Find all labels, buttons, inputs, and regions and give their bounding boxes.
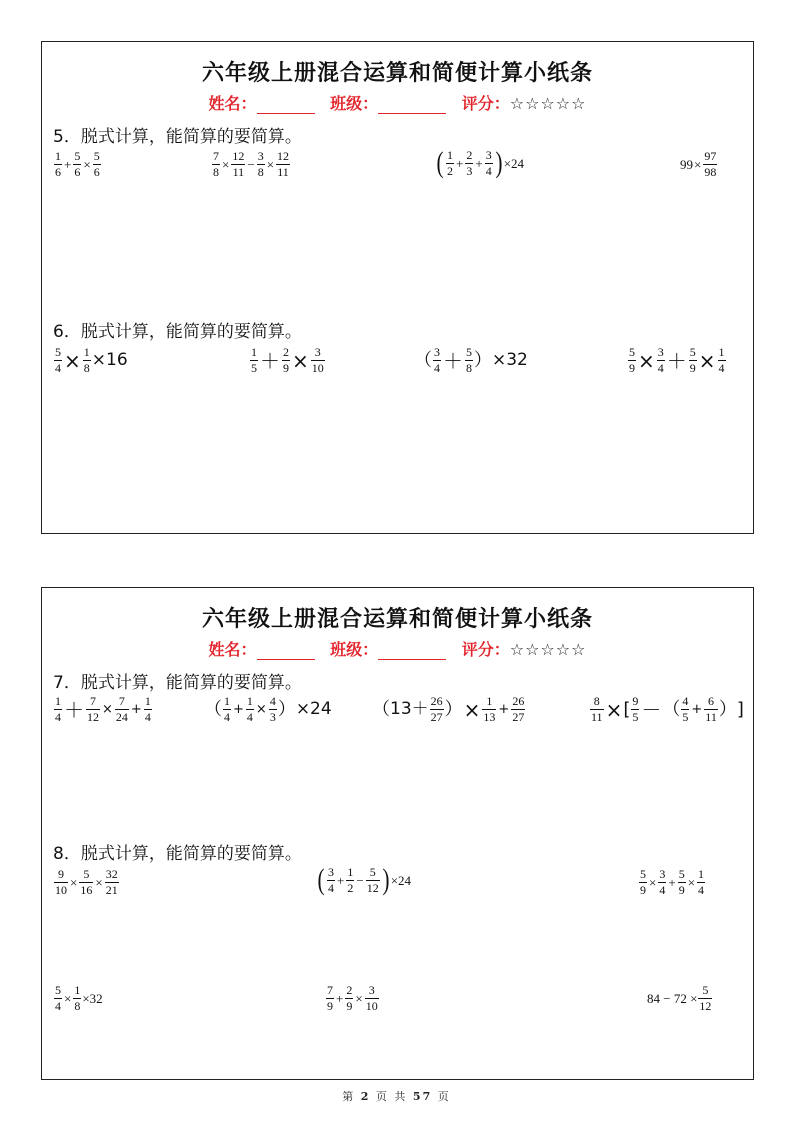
fraction: $\frac{1}{4}$ bbox=[144, 694, 151, 724]
rating-stars: ☆☆☆☆☆ bbox=[509, 640, 587, 659]
name-label: 姓名： bbox=[208, 94, 257, 113]
fraction: $\frac{3}{4}$ bbox=[434, 345, 440, 375]
total-pages: 57 bbox=[412, 1090, 433, 1103]
name-blank[interactable] bbox=[257, 98, 315, 114]
fraction: $\frac{26}{27}$ bbox=[430, 694, 443, 724]
fraction: $\frac{1}{13}$ bbox=[483, 694, 496, 724]
fraction: $\frac{7}{24}$ bbox=[115, 694, 128, 724]
fraction: $\frac{1}{6}$ bbox=[55, 149, 61, 179]
fraction: $\frac{3}{4}$ bbox=[657, 345, 664, 375]
current-page-number: 2 bbox=[360, 1090, 371, 1103]
fraction: $\frac{5}{9}$ bbox=[689, 345, 696, 375]
q6-expression-1: $\frac{5}{4}$ × $\frac{1}{8}$ ×16 bbox=[55, 345, 128, 375]
name-blank[interactable] bbox=[257, 644, 315, 660]
fraction: $\frac{1}{8}$ bbox=[74, 983, 81, 1013]
fraction: $\frac{1}{4}$ bbox=[718, 345, 725, 375]
fraction: $\frac{5}{6}$ bbox=[74, 149, 81, 179]
name-label: 姓名： bbox=[208, 640, 257, 659]
fraction: $\frac{3}{4}$ bbox=[328, 864, 334, 895]
q8-expression-6: 84 − 72 × $\frac{5}{12}$ bbox=[647, 983, 712, 1013]
q7-expression-2: （ $\frac{1}{4}$ + $\frac{1}{4}$ × $\frac{4}{3}$ ） ×24 bbox=[204, 694, 332, 724]
question-7-heading: 7．脱式计算，能简算的要简算。 bbox=[53, 673, 302, 693]
q7-expression-1: $\frac{1}{4}$ ＋ $\frac{7}{12}$ × $\frac{7}{24}$ + $\frac{1}{4}$ bbox=[55, 694, 151, 724]
fraction: $\frac{12}{11}$ bbox=[232, 149, 245, 179]
fraction: $\frac{12}{11}$ bbox=[277, 149, 290, 179]
fraction: $\frac{1}{2}$ bbox=[347, 864, 354, 895]
fraction: $\frac{2}{3}$ bbox=[466, 147, 473, 178]
q8-expression-2: ( $\frac{3}{4}$ + $\frac{1}{2}$ − $\frac{5}{12}$ ) ×24 bbox=[317, 863, 412, 896]
fraction: $\frac{7}{9}$ bbox=[327, 983, 333, 1013]
fraction: $\frac{5}{4}$ bbox=[55, 983, 61, 1013]
fraction: $\frac{1}{4}$ bbox=[246, 694, 253, 724]
fraction: $\frac{5}{9}$ bbox=[629, 345, 635, 375]
fraction: $\frac{97}{98}$ bbox=[704, 149, 717, 179]
fraction: $\frac{5}{8}$ bbox=[466, 345, 472, 375]
q6-expression-2: $\frac{1}{5}$ ＋ $\frac{2}{9}$ × $\frac{3}{10}$ bbox=[251, 345, 324, 375]
q5-expression-1: $\frac{1}{6}$ + $\frac{5}{6}$ × $\frac{5}{6}$ bbox=[55, 149, 100, 179]
class-label: 班级： bbox=[330, 94, 379, 113]
fraction: $\frac{3}{4}$ bbox=[485, 147, 492, 178]
worksheet-title: 六年级上册混合运算和简便计算小纸条 bbox=[201, 607, 593, 632]
fraction: $\frac{1}{5}$ bbox=[251, 345, 257, 375]
q5-expression-3: ( $\frac{1}{2}$ + $\frac{2}{3}$ + $\frac{3}{4}$ ) ×24 bbox=[436, 146, 525, 179]
fraction: $\frac{5}{16}$ bbox=[80, 867, 93, 897]
question-5-heading: 5．脱式计算，能简算的要简算。 bbox=[53, 127, 302, 147]
q7-expression-3: （ 13＋ $\frac{26}{27}$ ） × $\frac{1}{13}$ + $\frac{26}{27}$ bbox=[372, 694, 525, 724]
q6-expression-3: （ $\frac{3}{4}$ ＋ $\frac{5}{8}$ ） ×32 bbox=[414, 345, 528, 375]
fraction: $\frac{5}{4}$ bbox=[55, 345, 61, 375]
fraction: $\frac{4}{5}$ bbox=[682, 694, 689, 724]
fraction: $\frac{3}{4}$ bbox=[659, 867, 666, 897]
q7-expression-4: $\frac{8}{11}$ × [ $\frac{9}{5}$ － （ $\frac{4}{5}$ + $\frac{6}{11}$ ） ] bbox=[591, 694, 744, 724]
q8-expression-3: $\frac{5}{9}$ × $\frac{3}{4}$ + $\frac{5}{9}$ × $\frac{1}{4}$ bbox=[640, 867, 705, 897]
fraction: $\frac{9}{10}$ bbox=[55, 867, 67, 897]
fraction: $\frac{5}{9}$ bbox=[678, 867, 685, 897]
question-8-heading: 8．脱式计算，能简算的要简算。 bbox=[53, 844, 302, 864]
q8-expression-5: $\frac{7}{9}$ + $\frac{2}{9}$ × $\frac{3}{10}$ bbox=[327, 983, 378, 1013]
page-footer: 第 2 页 共 57 页 bbox=[342, 1090, 451, 1103]
fraction: $\frac{7}{8}$ bbox=[213, 149, 219, 179]
q6-expression-4: $\frac{5}{9}$ × $\frac{3}{4}$ ＋ $\frac{5}{9}$ × $\frac{1}{4}$ bbox=[629, 345, 725, 375]
fraction: $\frac{8}{11}$ bbox=[591, 694, 603, 724]
fraction: $\frac{32}{21}$ bbox=[105, 867, 118, 897]
worksheet-title: 六年级上册混合运算和简便计算小纸条 bbox=[201, 61, 593, 86]
worksheet-card-2 bbox=[41, 587, 754, 1080]
class-label: 班级： bbox=[330, 640, 379, 659]
fraction: $\frac{2}{9}$ bbox=[346, 983, 353, 1013]
class-blank[interactable] bbox=[378, 644, 446, 660]
fraction: $\frac{7}{12}$ bbox=[87, 694, 99, 724]
q8-expression-4: $\frac{5}{4}$ × $\frac{1}{8}$ ×32 bbox=[55, 983, 103, 1013]
fraction: $\frac{2}{9}$ bbox=[283, 345, 289, 375]
q8-expression-1: $\frac{9}{10}$ × $\frac{5}{16}$ × $\frac{32}{21}$ bbox=[55, 867, 118, 897]
worksheet-card-1 bbox=[41, 41, 754, 534]
fraction: $\frac{3}{10}$ bbox=[311, 345, 324, 375]
student-info-line bbox=[42, 637, 753, 660]
question-6-heading: 6．脱式计算，能简算的要简算。 bbox=[53, 322, 302, 342]
fraction: $\frac{1}{4}$ bbox=[55, 694, 61, 724]
score-label: 评分： bbox=[461, 640, 510, 659]
fraction: $\frac{9}{5}$ bbox=[632, 694, 639, 724]
fraction: $\frac{1}{8}$ bbox=[83, 345, 90, 375]
fraction: $\frac{5}{9}$ bbox=[640, 867, 646, 897]
rating-stars: ☆☆☆☆☆ bbox=[509, 94, 587, 113]
fraction: $\frac{1}{2}$ bbox=[447, 147, 453, 178]
fraction: $\frac{1}{4}$ bbox=[698, 867, 705, 897]
fraction: $\frac{6}{11}$ bbox=[705, 694, 717, 724]
fraction: $\frac{4}{3}$ bbox=[269, 694, 276, 724]
fraction: $\frac{3}{10}$ bbox=[365, 983, 378, 1013]
fraction: $\frac{5}{12}$ bbox=[366, 864, 379, 895]
fraction: $\frac{26}{27}$ bbox=[512, 694, 525, 724]
class-blank[interactable] bbox=[378, 98, 446, 114]
fraction: $\frac{5}{6}$ bbox=[93, 149, 100, 179]
q5-expression-4: 99 × $\frac{97}{98}$ bbox=[680, 149, 717, 179]
fraction: $\frac{3}{8}$ bbox=[257, 149, 264, 179]
fraction: $\frac{1}{4}$ bbox=[224, 694, 230, 724]
fraction: $\frac{5}{12}$ bbox=[699, 983, 712, 1013]
q5-expression-2: $\frac{7}{8}$ × $\frac{12}{11}$ − $\frac{3}{8}$ × $\frac{12}{11}$ bbox=[213, 149, 290, 179]
student-info-line bbox=[42, 91, 753, 114]
score-label: 评分： bbox=[461, 94, 510, 113]
